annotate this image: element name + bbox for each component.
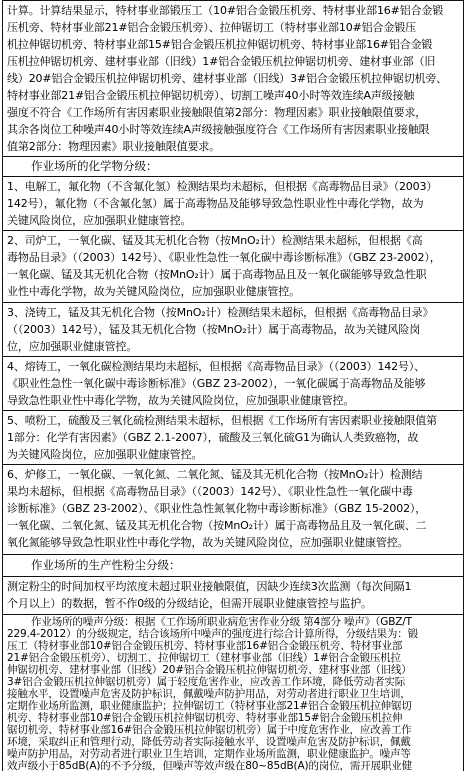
intro-line: 压机旁、特材事业部21#铝合金锻压机旁）、拉伸锯切工（特材事业部10#铝合金锻压	[7, 21, 416, 34]
chem-line: 导致急性职业性中毒化学物，故为关键风险岗位，应加强职业健康管控。	[7, 394, 355, 407]
chem-line: （（2003）142号），锰及其无机化合物（按MnO₂计）属于高毒物品，故为关键风险岗	[7, 323, 421, 336]
chem-line: 果均未超标，但根据《高毒物品目录》（（2003）142号）、《职业性急性一氧化碳中毒	[7, 485, 413, 498]
chem-line: 4、熔铸工，一氧化碳检测结果均未超标，但根据《高毒物品目录》（（2003）142号）、	[7, 360, 426, 373]
chem-line: 氧化氮能够导致急性职业性中毒化学物，故为关键风险岗位，应加强职业健康管控。	[7, 536, 409, 549]
chem-line: 诊断标准》（GBZ 23-2002）、《职业性急性氮氧化物中毒诊断标准》（GBZ 15-2002），	[7, 502, 427, 515]
noise-line: 环境，采取纠正和管理行动，降低劳动者实际接触水平，设置噪声危害及防护标识，佩戴	[7, 736, 411, 748]
noise-line: 229.4-2012）的分级规定，结合该场所中噪声的强度进行综合计算所得，分级结果为：锻	[7, 628, 418, 640]
intro-paragraph	[2, 0, 464, 157]
noise-line: 接触水平，设置噪声危害及防护标识，佩戴噪声防护用品，对劳动者进行职业卫生培训，	[7, 688, 411, 700]
chem-heading: 作业场所的化学物分级：	[31, 159, 158, 173]
chem-item-4	[2, 357, 464, 411]
chem-line: 毒物品目录》（（2003）142号）、《职业性急性一氧化碳中毒诊断标准》（GBZ 23-2002），	[7, 251, 441, 264]
noise-line: 效声级小于85dB(A)的不予分级，但噪声等效声级在80~85dB(A)的岗位，需开展职业健	[7, 760, 412, 771]
noise-line: 噪声防护用品，对劳动者进行职业卫生培训，定期作业场所监测，职业健康监护。噪声等	[7, 748, 411, 760]
chem-line: 1部分：化学有害因素》（GBZ 2.1-2007），硫酸及三氧化硫G1为确认人类致癌物，故	[7, 431, 419, 444]
chem-line: 1、电解工，氟化物（不含氟化氢）检测结果均未超标，但根据《高毒物品目录》（2003）	[7, 180, 438, 193]
chem-line: 3、浇铸工，锰及其无机化合物（按MnO₂计）检测结果未超标，但根据《高毒物品目录》	[7, 306, 434, 319]
dust-heading-row	[2, 555, 464, 577]
noise-line: 伸锯切机旁、建材事业部（旧线）20#铝合金锻压机拉伸锯切机旁、建材事业部（旧线）	[7, 664, 412, 676]
intro-line: 特材事业部21#铝合金锻压机拉伸锯切机旁）、切割工噪声40小时等效连续A声级接触	[7, 89, 415, 102]
noise-line: 21#铝合金锻压机旁）、切割工、拉伸锯切工（建材事业部（旧线）1#铝合金锻压机拉	[7, 652, 401, 664]
chem-line: 142号），氟化物（不含氟化氢）属于高毒物品及能够导致急性职业性中毒化学物，故为	[7, 197, 424, 210]
chem-line: 位，应加强职业健康管控。	[7, 340, 138, 353]
noise-line: 锯切机旁、特材事业部16#铝合金锻压机拉伸锯切机旁）属于中度危害作业，应改善工作	[7, 724, 412, 736]
dust-paragraph	[2, 577, 464, 615]
dust-heading: 作业场所的生产性粉尘分级：	[31, 558, 181, 572]
chem-line: 为关键风险岗位，应加强职业健康管控。	[7, 448, 203, 461]
dust-line: 个月以上）的数据，暂不作0级的分级结论，但需开展职业健康管控与监护。	[7, 597, 372, 610]
chem-line: 关键风险岗位，应加强职业健康管控。	[7, 214, 192, 227]
chem-item-5	[2, 411, 464, 465]
noise-paragraph	[2, 615, 464, 771]
noise-line: 机旁、特材事业部10#铝合金锻压机拉伸锯切机旁、特材事业部15#铝合金锻压机拉伸	[7, 712, 403, 724]
document-page	[2, 0, 464, 771]
chem-item-1	[2, 177, 464, 231]
chem-item-2	[2, 231, 464, 303]
chem-item-6	[2, 465, 464, 555]
chem-line: 一氧化碳、二氧化氮、锰及其无机化合物（按MnO₂计）属于高毒物品且及一氧化碳、二	[7, 519, 427, 532]
intro-line: 压机拉伸锯切机旁、建材事业部（旧线）1#铝合金锻压机拉伸锯切机旁、建材事业部（旧	[7, 55, 436, 68]
intro-line: 强度不符合《工作场所有害因素职业接触限值第2部分：物理因素》职业接触限值要求，	[7, 106, 427, 119]
chem-line: 5、喷粉工，硫酸及三氧化硫检测结果未超标，但根据《工作场所有害因素职业接触限值第	[7, 414, 437, 427]
chem-line: 一氧化碳、锰及其无机化合物（按MnO₂计）属于高毒物品且及一氧化碳能够导致急性职	[7, 268, 427, 281]
chem-line: 2、司炉工，一氧化碳、锰及其无机化合物（按MnO₂计）检测结果未超标，但根据《高	[7, 234, 423, 247]
chem-item-3	[2, 303, 464, 357]
intro-line: 值第2部分：物理因素》职业接触限值要求。	[7, 140, 220, 153]
noise-line: 3#铝合金锻压机拉伸锯切机旁）属于轻度危害作业，应改善工作环境，降低劳动者实际	[7, 676, 406, 688]
chem-line: 《职业性急性一氧化碳中毒诊断标准》（GBZ 23-2002），一氧化碳属于高毒物品及能够	[7, 377, 426, 390]
intro-line: 线）20#铝合金锻压机拉伸锯切机旁、建材事业部（旧线）3#铝合金锻压机拉伸锯切机旁、	[7, 72, 448, 85]
chem-heading-row	[2, 157, 464, 177]
noise-line: 压工（特材事业部10#铝合金锻压机旁、特材事业部16#铝合金锻压机旁、特材事业部	[7, 640, 403, 652]
intro-line: 计算。计算结果显示，特材事业部锻压工（10#铝合金锻压机旁、特材事业部16#铝合金锻	[7, 4, 444, 17]
noise-line: 定期作业场所监测，职业健康监护；拉伸锯切工（特材事业部21#铝合金锻压机拉伸锯切	[7, 700, 412, 712]
chem-line: 业性中毒化学物，故为关键风险岗位，应加强职业健康管控。	[7, 285, 300, 298]
dust-line: 测定粉尘的时间加权平均浓度未超过职业接触限值，因缺少连续3次监测（每次间隔1	[7, 580, 412, 593]
intro-line: 机拉伸锯切机旁、特材事业部15#铝合金锻压机拉伸锯切机旁、特材事业部16#铝合金锻	[7, 38, 433, 51]
noise-line: 作业场所的噪声分级：根据《工作场所职业病危害作业分级 第4部分 噪声》（GBZ/T	[31, 616, 412, 628]
intro-line: 其余各岗位工种噪声40小时等效连续A声级接触强度符合《工作场所有害因素职业接触限	[7, 123, 430, 136]
chem-line: 6、炉修工，一氧化碳、一氧化氮、二氧化氮、锰及其无机化合物（按MnO₂计）检测结	[7, 468, 423, 481]
